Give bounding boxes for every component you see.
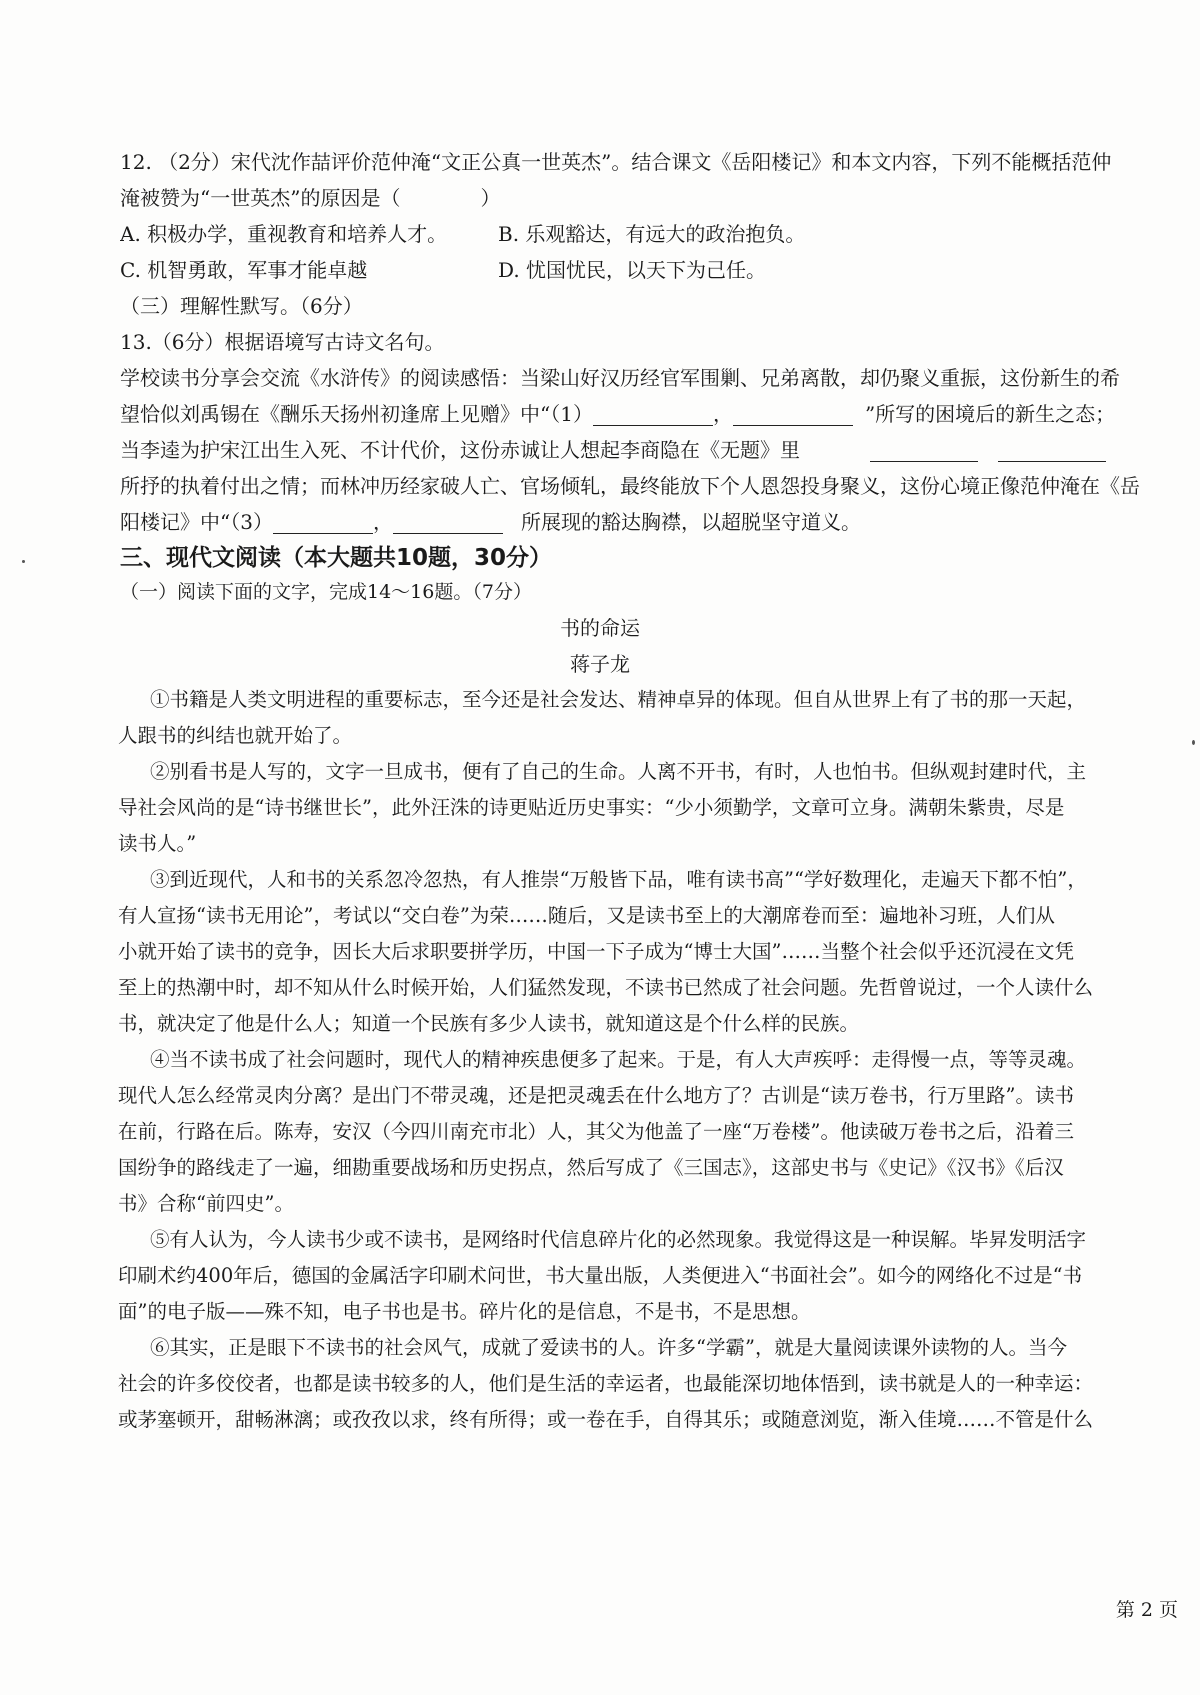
scan-speck xyxy=(1192,740,1195,745)
paragraph-6-line: 社会的许多佼佼者，也都是读书较多的人，他们是生活的幸运者，也最能深切地体悟到，读书就是人的一种幸运： xyxy=(118,1372,1094,1395)
paragraph-1-line: 人跟书的纠结也就开始了。 xyxy=(118,724,353,747)
paragraph-4-line: ④当不读书成了社会问题时，现代人的精神疾患便多了起来。于是，有人大声疾呼：走得慢一点，等等灵魂。 xyxy=(150,1048,1087,1071)
paragraph-2-line: ②别看书是人写的，文字一旦成书，便有了自己的生命。人离不开书，有时，人也怕书。但纵观封建时代，主 xyxy=(150,760,1087,783)
question-12-stem-line1: 12. （2分）宋代沈作喆评价范仲淹“文正公真一世英杰”。结合课文《岳阳楼记》和本文内容，下列不能概括范仲 xyxy=(120,150,1112,174)
paragraph-3-line: 至上的热潮中时，却不知从什么时候开始，人们猛然发现，不读书已然成了社会问题。先哲曾说过，一个人读什么 xyxy=(118,976,1094,999)
page-number: 第 2 页 xyxy=(1115,1599,1178,1621)
option-d: D. 忧国忧民，以天下为己任。 xyxy=(498,258,767,282)
question-13-line3: 当李逵为护宋江出生入死、不计代价，这份赤诚让人想起李商隐在《无题》里 xyxy=(120,438,1160,462)
paragraph-3-line: 小就开始了读书的竞争，因长大后求职要拼学历，中国一下子成为“博士大国”……当整个社会似乎还沉浸在文凭 xyxy=(118,940,1074,963)
question-12-options-row1 xyxy=(120,222,1160,246)
paragraph-6-line: ⑥其实，正是眼下不读书的社会风气，成就了爱读书的人。许多“学霸”，就是大量阅读课外读物的人。当今 xyxy=(150,1336,1067,1359)
part-3-instruction: （一）阅读下面的文字，完成14～16题。（7分） xyxy=(120,581,532,603)
paragraph-2-line: 读书人。” xyxy=(118,832,197,855)
paragraph-5-line: 面”的电子版——殊不知，电子书也是书。碎片化的是信息，不是书，不是思想。 xyxy=(118,1300,811,1323)
paragraph-3-line: 有人宣扬“读书无用论”，考试以“交白卷”为荣……随后，又是读书至上的大潮席卷而至：遍地补习班，人们从 xyxy=(118,904,1055,927)
article-title: 书的命运 xyxy=(560,616,640,640)
question-13-line4: 所抒的执着付出之情；而林冲历经家破人亡、官场倾轧，最终能放下个人恩怨投身聚义，这份心境正像范仲淹在《岳 xyxy=(120,474,1140,498)
paragraph-6-line: 或茅塞顿开，甜畅淋漓；或孜孜以求，终有所得；或一卷在手，自得其乐；或随意浏览，渐入佳境……不管是什么 xyxy=(118,1408,1094,1431)
paragraph-3-line: ③到近现代，人和书的关系忽冷忽热，有人推崇“万般皆下品，唯有读书高”“学好数理化，走遍天下都不怕”， xyxy=(150,868,1087,891)
answer-blank-2a[interactable] xyxy=(870,441,978,462)
paragraph-2-line: 导社会风尚的是“诗书继世长”，此外汪洙的诗更贴近历史事实：“少小须勤学，文章可立身。满朝朱紫贵，尽是 xyxy=(118,796,1065,819)
paragraph-4-line: 国纷争的路线走了一遍，细勘重要战场和历史拐点，然后写成了《三国志》，这部史书与《史记》《汉书》《后汉 xyxy=(118,1156,1064,1179)
answer-blank-3a[interactable] xyxy=(273,513,373,534)
paragraph-4-line: 书》合称“前四史”。 xyxy=(118,1192,294,1215)
paragraph-1-line: ①书籍是人类文明进程的重要标志，至今还是社会发达、精神卓异的体现。但自从世界上有了书的那一天起， xyxy=(150,688,1087,711)
scan-speck xyxy=(22,560,25,563)
paragraph-3-line: 书，就决定了他是什么人；知道一个民族有多少人读书，就知道这是个什么样的民族。 xyxy=(118,1012,860,1035)
question-13-stem: 13.（6分）根据语境写古诗文名句。 xyxy=(120,330,445,354)
question-13-line2: 望恰似刘禹锡在《酬乐天扬州初逢席上见赠》中“（1） ， ”所写的困境后的新生之态； xyxy=(120,402,1116,426)
option-a: A. 积极办学，重视教育和培养人才。 xyxy=(120,222,448,246)
paragraph-4-line: 现代人怎么经常灵肉分离？是出门不带灵魂，还是把灵魂丢在什么地方了？古训是“读万卷书，行万里路”。读书 xyxy=(118,1084,1074,1107)
answer-blank-1b[interactable] xyxy=(733,405,853,426)
article-author: 蒋子龙 xyxy=(570,652,630,676)
option-b: B. 乐观豁达，有远大的政治抱负。 xyxy=(498,222,806,246)
question-13-line5: 阳楼记》中“（3） ， 所展现的豁达胸襟，以超脱坚守道义。 xyxy=(120,510,861,534)
option-c: C. 机智勇敢，军事才能卓越 xyxy=(120,258,368,282)
question-12-options-row2 xyxy=(120,258,1160,282)
part-3-heading: 三、现代文阅读（本大题共10题，30分） xyxy=(120,545,553,571)
paragraph-5-line: 印刷术约400年后，德国的金属活字印刷术问世，书大量出版，人类便进入“书面社会”。如今的网络化不过是“书 xyxy=(118,1264,1083,1287)
question-12-stem-line2: 淹被赞为“一世英杰”的原因是（ ） xyxy=(120,186,501,210)
question-13-line1: 学校读书分享会交流《水浒传》的阅读感悟：当梁山好汉历经官军围剿、兄弟离散，却仍聚义重振，这份新生的希 xyxy=(120,366,1120,390)
answer-blank-2b[interactable] xyxy=(998,441,1106,462)
paragraph-5-line: ⑤有人认为，今人读书少或不读书，是网络时代信息碎片化的必然现象。我觉得这是一种误解。毕昇发明活字 xyxy=(150,1228,1087,1251)
answer-blank-3b[interactable] xyxy=(393,513,503,534)
paragraph-4-line: 在前，行路在后。陈寿，安汉（今四川南充市北）人，其父为他盖了一座“万卷楼”。他读破万卷书之后，沿着三 xyxy=(118,1120,1074,1143)
subsection-3-title: （三）理解性默写。（6分） xyxy=(120,294,363,318)
answer-blank-1a[interactable] xyxy=(593,405,713,426)
